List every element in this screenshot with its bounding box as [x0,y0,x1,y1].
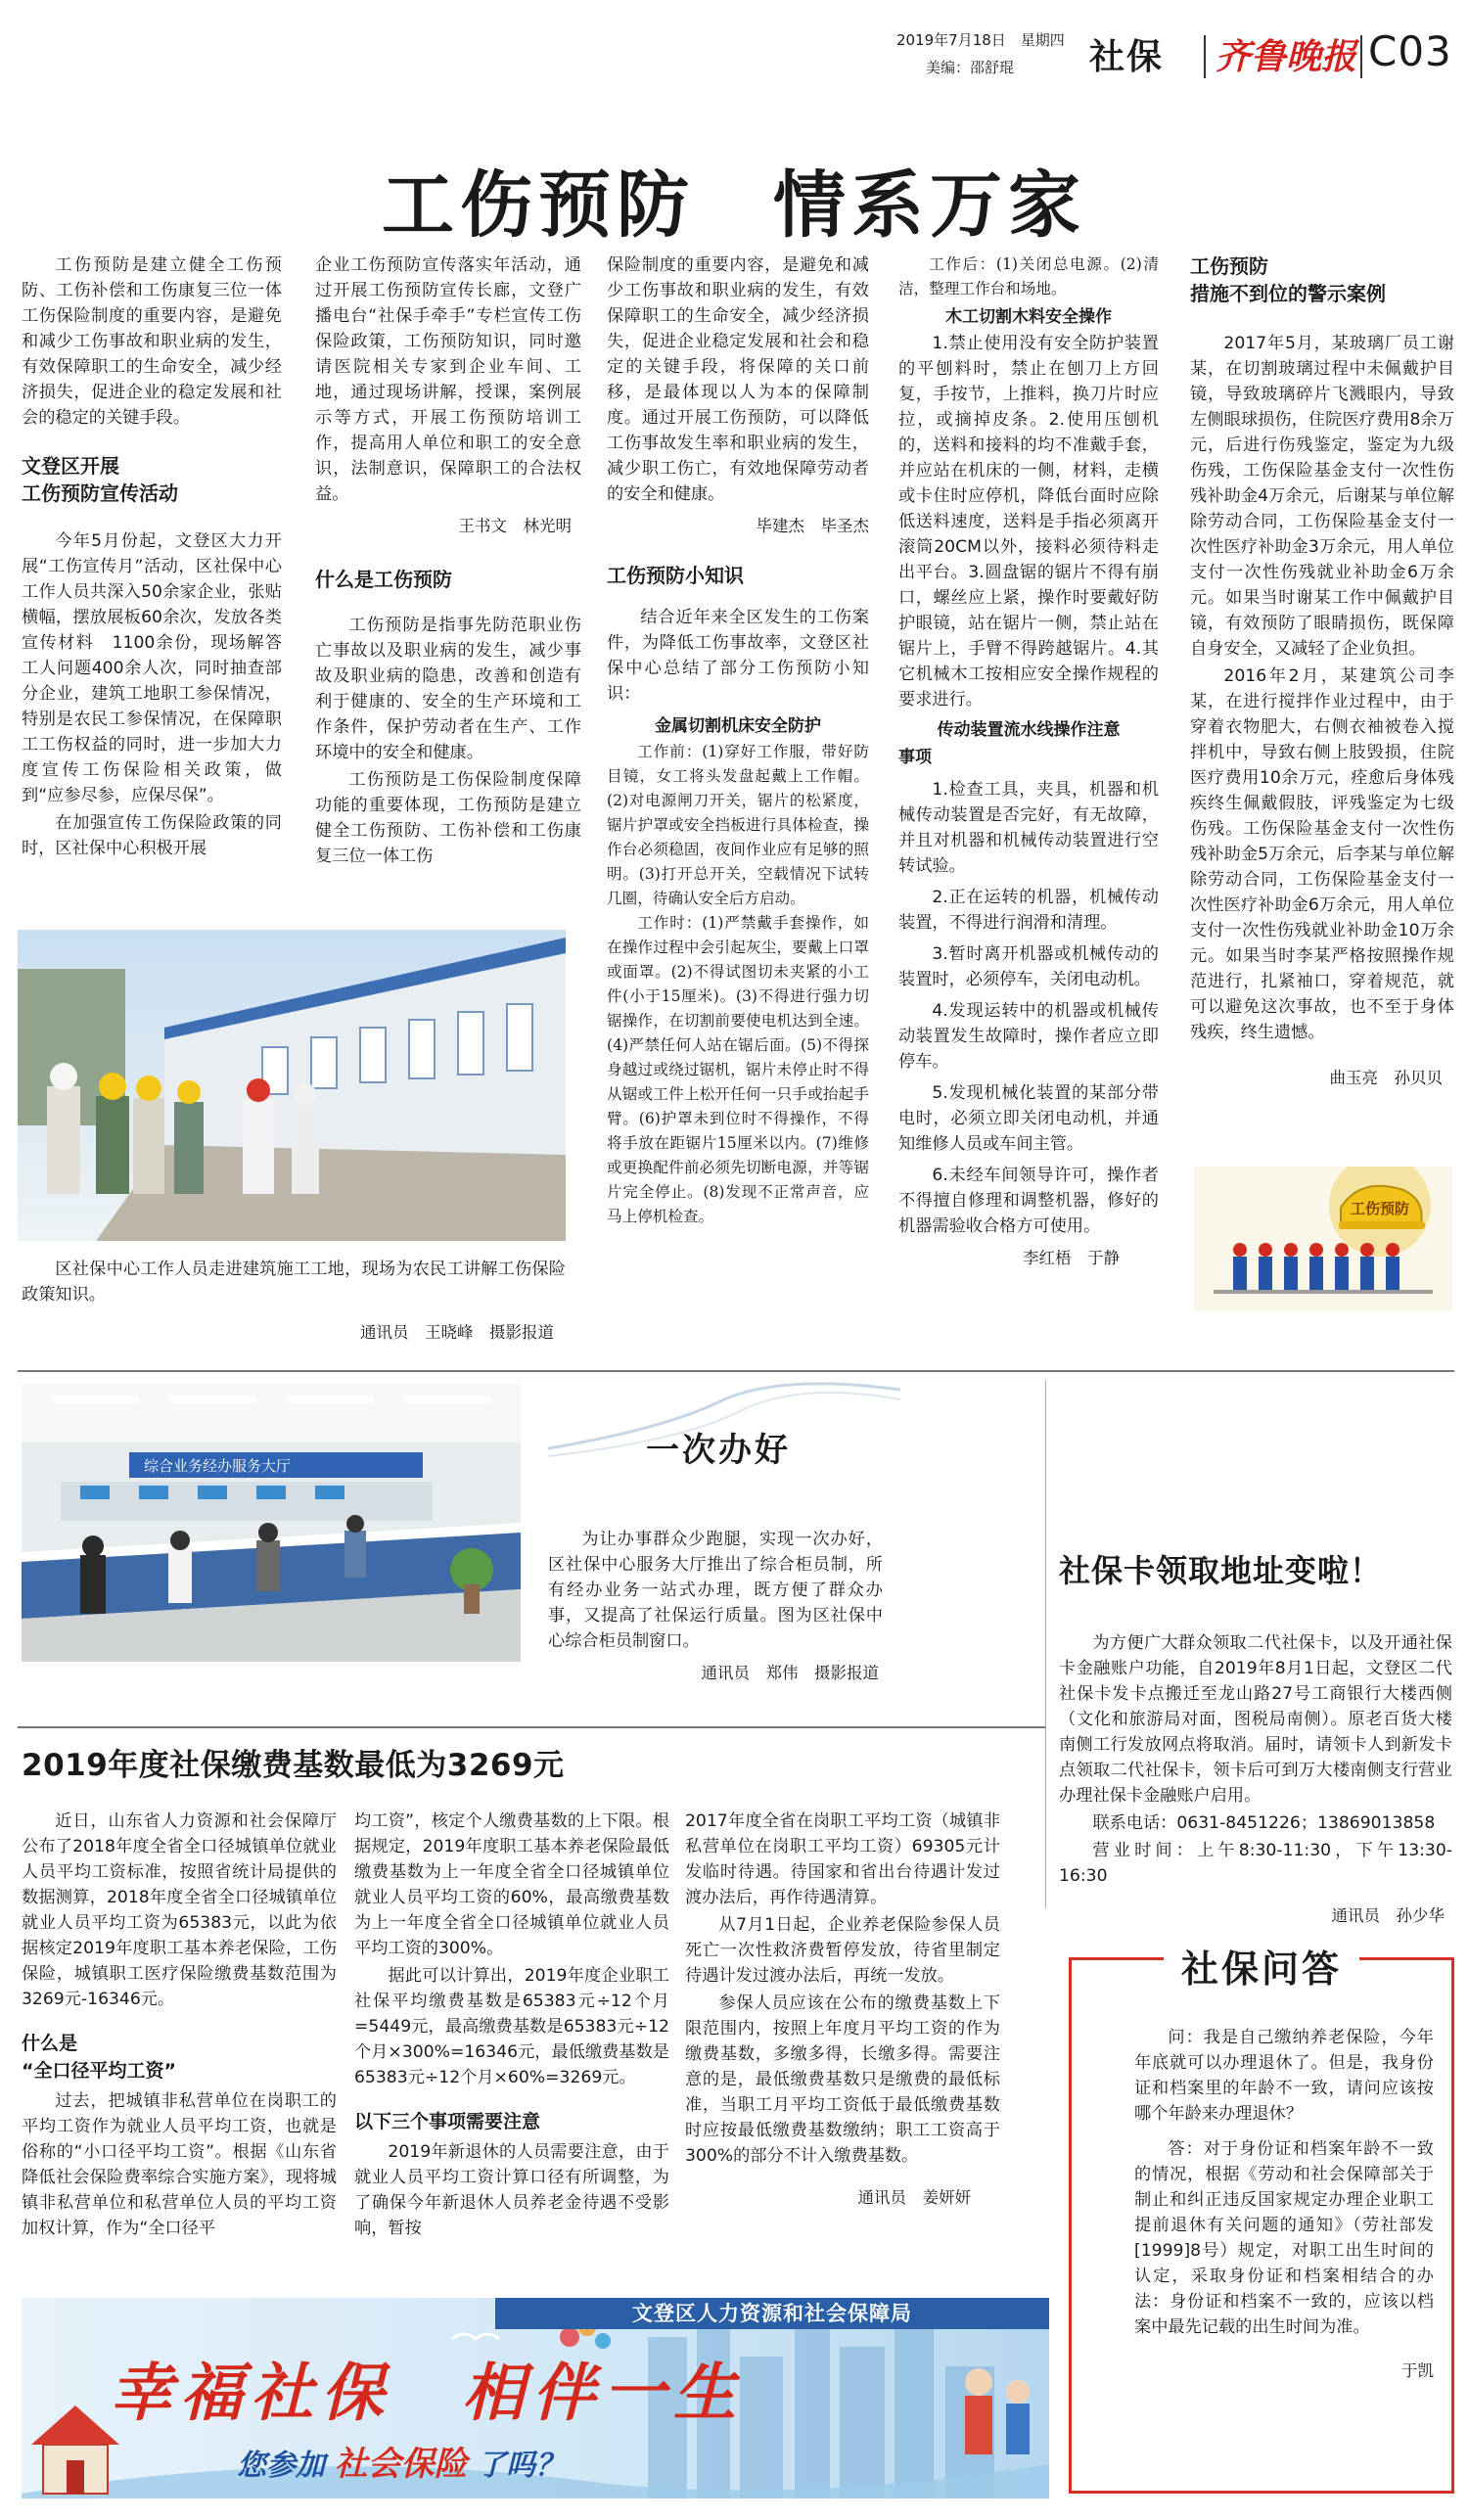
metal-p3: 工作后：(1)关闭总电源。(2)清洁，整理工作台和场地。 [898,255,1159,298]
card-notice [1059,1546,1452,1926]
metal-title: 金属切割机床安全防护 [655,716,821,736]
article1-title-line1: 文登区开展 [22,454,119,478]
onestop-text: 为让办事群众少跑腿，实现一次办好，区社保中心服务大厅推出了综合柜员制，所有经办业务一站式办理，既方便了群众办事，又提高了社保运行质量。图为区社保中心综合柜员制窗口。 [548,1530,883,1651]
header-divider-2 [1360,35,1362,78]
conveyor-item: 2.正在运转的机器，机械传动装置，不得进行润滑和清理。 [898,888,1159,933]
wood-title: 木工切割木料安全操作 [945,307,1112,327]
bird-icon [452,2334,499,2339]
article1-byline: 王书文 林光明 [458,517,572,535]
base-sub1-l1: 什么是 [22,2033,78,2054]
safety-cartoon-image [1194,1167,1452,1311]
banner-org: 文登区人力资源和社会保障局 [495,2298,1049,2329]
onestop-byline: 通讯员 郑伟 摄影报道 [701,1664,879,1682]
cases-p1: 2017年5月，某玻璃厂员工谢某，在切割玻璃过程中未佩戴护目镜，导致玻璃碎片飞溅眼内，导致左侧眼球损伤，住院医疗费用8余万元，后进行伤残鉴定，鉴定为九级伤残，工伤保险基金支付一次性伤残补助金4万余元，后谢某与单位解除劳动合同，工伤保险基金支付一次性医疗补助金3万余元，用人单位支付一次性伤残就业补助金6万余元。如果当时谢某工作中佩戴护目镜，有效预防了眼睛损伤，既保障自身安全，又减轻了企业负担。 [1190,334,1454,659]
intro-text: 工伤预防是建立健全工伤预防、工伤补偿和工伤康复三位一体工伤保险制度的重要内容，是避免和减少工伤事故和职业病的发生，有效保障职工的生命安全，减少经济损失，促进企业的稳定发展和社会的稳定的关键手段。 [22,255,282,428]
whatis-title: 什么是工伤预防 [315,568,452,591]
base-p6: 2017年度全省在岗职工平均工资（城镇非私营单位在岗职工平均工资）69305元计发临时待遇。待国家和省出台待遇计发过渡办法后，再作待遇清算。 [685,1811,1000,1907]
service-hall-photo [22,1384,521,1662]
whatis-p1: 工伤预防是指事先防范职业伤亡事故以及职业病的发生，减少事故及职业病的隐患，改善和创造有利于健康的、安全的生产环境和工作条件，保护劳动者在生产、工作环境中的安全和健康。 [315,616,581,762]
cases-p2: 2016年2月，某建筑公司李某，在进行搅拌作业过程中，由于穿着衣物肥大，右侧衣袖被卷入搅拌机中，导致右侧上肢毁损，住院医疗费用10余万元，痊愈后身体残疾终生佩戴假肢，评残鉴定为七级伤残。工伤保险基金支付一次性伤残补助金5万余元，后李某与单位解除劳动合同，工伤保险基金支付一次性医疗补助金6万余元，用人单位支付一次性伤残就业补助金10万余元。如果当时李某严格按照操作规范进行，扎紧袖口，穿着规范，就可以避免这次事故，也不至于身体残疾，终生遗憾。 [1190,666,1454,1042]
base-column-2 [354,1809,669,2241]
vertical-divider [1045,1380,1046,1908]
cases-byline: 曲玉亮 孙贝贝 [1329,1069,1443,1087]
column-5 [1190,252,1454,1088]
base-p5: 2019年新退休的人员需要注意，由于就业人员平均工资计算口径有所调整，为了确保今年新退休人员养老金待遇不受影响，暂按 [354,2142,669,2238]
conveyor-title-l2: 事项 [898,748,932,767]
construction-site-photo [18,930,566,1241]
base-p2: 过去，把城镇非私营单位在岗职工的平均工资作为就业人员平均工资，也就是俗称的“小口径平均工资”。根据《山东省降低社会保险费率综合实施方案》，现将城镇非私营单位和私营单位人员的平均工资加权计算，作为“全口径平 [22,2091,337,2238]
conveyor-item: 6.未经车间领导许可，操作者不得擅自修理和调整机器，修好的机器需验收合格方可使用。 [898,1166,1159,1236]
issue-date: 2019年7月18日 星期四 [896,31,1065,49]
banner-tagline [237,2437,565,2485]
banner-tagline-pre: 您参加 [237,2449,325,2483]
qa-box [1069,1947,1454,2494]
base-sub1 [22,2030,337,2085]
card-title: 社保卡领取地址变啦！ [1059,1552,1383,1589]
article1-p2: 在加强宣传工伤保险政策的同时，区社保中心积极开展 [22,813,282,858]
article1-title-line2: 工伤预防宣传活动 [22,481,178,505]
base-p1: 近日，山东省人力资源和社会保障厅公布了2018年度全省全口径城镇单位就业人员平均工资标准，按照省统计局提供的数据测算，2018年度全省全口径城镇单位就业人员平均工资为65383元，以此为依据核定2019年度职工基本养老保险，工伤保险，城镇职工医疗保险缴费基数范围为3269元-16346元。 [22,1811,337,2009]
family-icon [965,2368,1030,2454]
onestop-title: 一次办好 [646,1431,791,1470]
tips-title: 工伤预防小知识 [607,564,744,587]
whatis-byline: 毕建杰 毕圣杰 [756,517,869,535]
base-title: 2019年度社保缴费基数最低为3269元 [22,1748,565,1783]
qa-question: 问：我是自己缴纳养老保险，今年年底就可以办理退休了。但是，我身份证和档案里的年龄不一致，请问应该按哪个年龄来办理退休？ [1134,2028,1434,2124]
metal-p2: 工作时：(1)严禁戴手套操作，如在操作过程中会引起灰尘，要戴上口罩或面罩。(2)不得试图切未夹紧的小工件(小于15厘米)。(3)不得进行强力切锯操作，在切割前要使电机达到全速。(4)严禁任何人站在锯后面。(5)不得探身越过或绕过锯机，锯片未停止时不得从锯或工件上松开任何一只手或抬起手臂。(6)护罩未到位时不得操作，不得将手放在距锯片15厘米以内。(7)维修或更换配件前必须先切断电源，并等锯片完全停止。(8)发现不正常声音，应马上停机检查。 [607,914,869,1225]
conveyor-item: 5.发现机械化装置的某部分带电时，必须立即关闭电动机，并通知维修人员或车间主管。 [898,1083,1159,1154]
base-p4: 据此可以计算出，2019年度企业职工社保平均缴费基数是65383元÷12个月=5449元，最高缴费基数是65383元÷12个月×300%=16346元，最低缴费基数是65383元÷12个月×60%=3269元。 [354,1966,669,2087]
base-column-1 [22,1809,337,2241]
card-phone: 联系电话：0631-8451226；13869013858 [1092,1813,1436,1833]
conveyor-item: 1.检查工具，夹具，机器和机械传动装置是否完好，有无故障，并且对机器和机械传动装置进行空转试验。 [898,780,1159,876]
section-name: 社保 [1089,37,1165,77]
article1-p1: 今年5月份起，文登区大力开展“工伤宣传月”活动，区社保中心工作人员共深入50余家企业，张贴横幅，摆放展板60余次，发放各类宣传材料 1100余份，现场解答工人问题400余人次，同时抽查部分企业，建筑工地职工参保情况，特别是农民工参保情况，在保障职工工伤权益的同时，进一步加大力度宣传工伤保险相关政策，做到“应参尽参，应保尽保”。 [22,531,282,805]
base-p7: 从7月1日起，企业养老保险参保人员死亡一次性救济费暂停发放，待省里制定待遇计发过渡办法后，再统一发放。 [685,1915,1000,1986]
qa-title: 社保问答 [1164,1939,1359,1993]
base-p8: 参保人员应该在公布的缴费基数上下限范围内，按照上年度月平均工资的作为缴费基数，多缴多得，长缴多得。需要注意的是，最低缴费基数只是缴费的最低标准，当职工月平均工资低于最低缴费基数时应按最低缴费基数缴纳；职工工资高于300%的部分不计入缴费基数。 [685,1993,1000,2166]
photo1-byline: 通讯员 王晓峰 摄影报道 [360,1323,554,1342]
qa-answer: 答：对于身份证和档案年龄不一致的情况，根据《劳动和社会保障部关于制止和纠正违反国家规定办理企业职工提前退休有关问题的通知》（劳社部发[1999]8号）规定，对职工出生时间的认定，采取身份证和档案相结合的办法：身份证和档案不一致的，应该以档案中最先记载的出生时间为准。 [1134,2139,1434,2337]
page-number: C03 [1368,27,1452,75]
qa-content [1134,2025,1434,2381]
cases-title-l1: 工伤预防 [1190,254,1268,278]
base-sub2: 以下三个事项需要注意 [354,2111,541,2132]
metal-p1: 工作前：(1)穿好工作服，带好防目镜，女工将头发盘起戴上工作帽。(2)对电源闸刀开关，锯片的松紧度，锯片护罩或安全挡板进行具体检查，操作台必须稳固，夜间作业应有足够的照明。(3)打开总开关，空载情况下试转几圈，待确认安全后方启动。 [607,743,869,907]
card-text: 为方便广大群众领取二代社保卡，以及开通社保卡金融账户功能，自2019年8月1日起，文登区二代社保卡发卡点搬迁至龙山路27号工商银行大楼西侧（文化和旅游局对面，图税局南侧）。原老百货大楼南侧工行发放网点将取消。届时，请领卡人到新发卡点领取二代社保卡，领卡后可到万大楼南侧支行营业办理社保卡金融账户启用。 [1059,1633,1452,1806]
base-byline: 通讯员 姜妍妍 [857,2188,971,2207]
house-icon [31,2405,119,2494]
column-3 [607,252,869,1229]
header-divider [1204,35,1206,78]
base-column-3 [685,1809,1000,2208]
promo-banner [22,2298,1049,2498]
conveyor-title-l1: 传动装置流水线操作注意 [937,720,1121,740]
article1-p3: 企业工伤预防宣传落实年活动，通过开展工伤预防宣传长廊，文登广播电台“社保手牵手”专栏宣传工伤保险政策，工伤预防知识，同时邀请医院相关专家到企业车间、工地，通过现场讲解，授课，案例展示等方式，开展工伤预防培训工作，提高用人单位和职工的安全意识，法制意识，保障职工的合法权益。 [315,255,581,504]
card-byline: 通讯员 孙少华 [1331,1906,1445,1925]
conveyor-title [898,716,1159,771]
banner-tagline-main: 社会保险 [334,2445,468,2484]
cartoon-sign-text: 工伤预防 [1351,1200,1410,1217]
tips-intro: 结合近年来全区发生的工伤案件，为降低工伤事故率，文登区社保中心总结了部分工伤预防小知识： [607,608,869,704]
whatis-p3: 保险制度的重要内容，是避免和减少工伤事故和职业病的发生，有效保障职工的生命安全，减少经济损失，促进企业稳定发展和社会和稳定的关键手段，将保障的关口前移，是最体现以人为本的保障制度。通过开展工伤预防，可以降低工伤事故发生率和职业病的发生，减少职工伤亡，有效地保障劳动者的安全和健康。 [607,255,869,504]
main-headline: 工伤预防 情系万家 [382,163,1086,248]
column-4 [898,252,1159,1268]
banner-tagline-post: 了吗？ [477,2449,566,2483]
base-sub1-l2: “全口径平均工资” [22,2060,176,2082]
section-divider-2 [18,1726,1045,1728]
article1-title [22,452,282,507]
tips-byline: 李红梧 于静 [1023,1249,1120,1267]
conveyor-item: 3.暂时离开机器或机械传动的装置时，必须停车，关闭电动机。 [898,944,1159,989]
column-2 [315,252,581,869]
service-hall-sign: 综合业务经办服务大厅 [144,1457,292,1475]
section-divider [18,1370,1454,1372]
onestop-text-block [548,1527,883,1683]
newspaper-logo: 齐鲁晚报 [1216,36,1357,77]
card-hours: 营业时间：上午8:30-11:30，下午13:30-16:30 [1059,1841,1452,1886]
base-p3: 均工资”，核定个人缴费基数的上下限。根据规定，2019年度职工基本养老保险最低缴费基数为上一年度全省全口径城镇单位就业人员平均工资的60%，最高缴费基数为上一年度全省全口径城镇单位就业人员平均工资的300%。 [354,1811,669,1958]
onestop-title-block [548,1380,900,1468]
qa-byline: 于凯 [1401,2361,1434,2380]
photo1-caption-block [22,1257,566,1343]
banner-slogan: 幸福社保 相伴一生 [110,2357,744,2430]
page-editor: 美编：邵舒琨 [926,59,1015,76]
qa-title-wrap [1072,1939,1451,1993]
wood-p1: 1.禁止使用没有安全防护装置的平刨料时，禁止在刨刀上方回复，手按节，上推料，换刀片时应拉，或摘掉皮条。2.使用压刨机的，送料和接料的均不准戴手套，并应站在机床的一侧，材料，走横或卡住时应停机，降低台面时应除低送料速度，送料是手指必须离开滚筒20CM以外，接料必须待料走出平台。3.圆盘锯的锯片不得有崩口，螺丝应上紧，操作时要戴好防护眼镜，站在锯片一侧，禁止站在锯片上，手臂不得跨越锯片。4.其它机械木工按相应安全操作规程的要求进行。 [898,334,1159,710]
cases-title-l2: 措施不到位的警示案例 [1190,282,1386,305]
photo1-caption: 区社保中心工作人员走进建筑施工工地，现场为农民工讲解工伤保险政策知识。 [22,1260,566,1305]
conveyor-item: 4.发现运转中的机器或机械传动装置发生故障时，操作者应立即停车。 [898,1001,1159,1072]
column-1 [22,252,282,861]
whatis-p2: 工伤预防是工伤保险制度保障功能的重要体现，工伤预防是建立健全工伤预防、工伤补偿和工伤康复三位一体工伤 [315,770,581,866]
